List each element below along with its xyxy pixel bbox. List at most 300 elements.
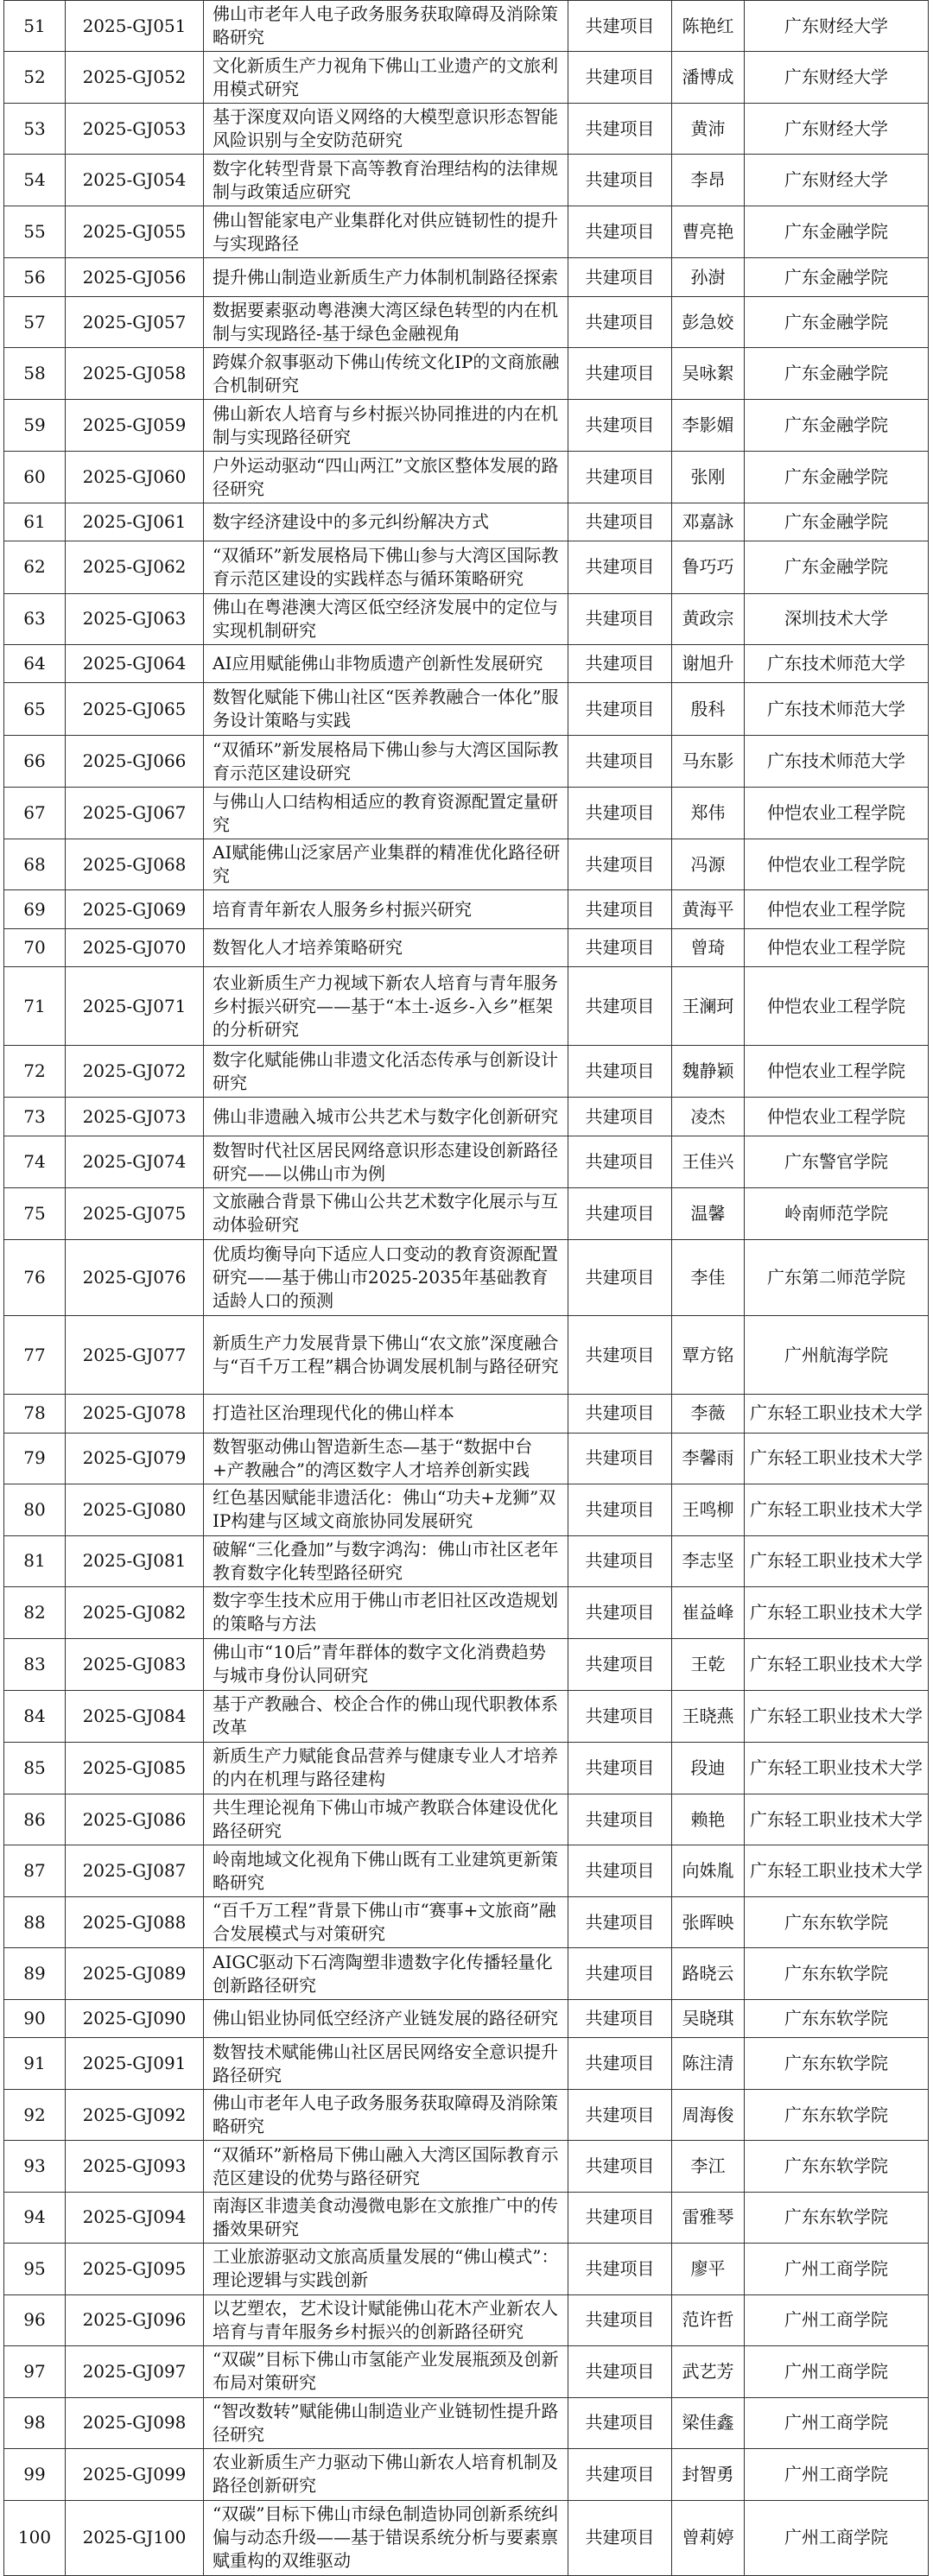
- project-type: 共建项目: [568, 2089, 672, 2140]
- project-title: “双循环”新发展格局下佛山参与大湾区国际教育示范区建设研究: [204, 735, 568, 788]
- project-type: 共建项目: [568, 967, 672, 1046]
- project-title: 破解“三化叠加”与数字鸿沟：佛山市社区老年教育数字化转型路径研究: [204, 1535, 568, 1586]
- project-title: 培育青年新农人服务乡村振兴研究: [204, 890, 568, 928]
- project-title: 数字孪生技术应用于佛山市老旧社区改造规划的策略与方法: [204, 1587, 568, 1638]
- project-type: 共建项目: [568, 1045, 672, 1098]
- project-institution: 广东轻工职业技术大学: [745, 1845, 929, 1896]
- table-row: [4, 735, 929, 788]
- project-institution: 广东轻工职业技术大学: [745, 1794, 929, 1845]
- project-title: AI赋能佛山泛家居产业集群的精准优化路径研究: [204, 839, 568, 889]
- project-title: 新质生产力发展背景下佛山“农文旅”深度融合与“百千万工程”耦合协调发展机制与路径研究: [204, 1316, 568, 1395]
- project-title: 数据要素驱动粤港澳大湾区绿色转型的内在机制与实现路径-基于绿色金融视角: [204, 296, 568, 347]
- table-row: [4, 2449, 929, 2500]
- project-institution: 广东轻工职业技术大学: [745, 1691, 929, 1742]
- row-number: 96: [4, 2294, 66, 2345]
- project-institution: 广州工商学院: [745, 2294, 929, 2345]
- project-type: 共建项目: [568, 2500, 672, 2575]
- project-type: 共建项目: [568, 1395, 672, 1433]
- row-number: 89: [4, 1948, 66, 1999]
- table-row: [4, 2294, 929, 2345]
- project-leader: 李江: [672, 2141, 745, 2192]
- project-code: 2025-GJ053: [66, 103, 204, 154]
- project-code: 2025-GJ079: [66, 1433, 204, 1484]
- project-type: 共建项目: [568, 1587, 672, 1638]
- project-title: “智改数转”赋能佛山制造业产业链韧性提升路径研究: [204, 2397, 568, 2448]
- row-number: 86: [4, 1794, 66, 1845]
- table-row: [4, 2500, 929, 2575]
- project-code: 2025-GJ078: [66, 1395, 204, 1433]
- project-code: 2025-GJ094: [66, 2192, 204, 2243]
- project-leader: 王晓燕: [672, 1691, 745, 1742]
- project-type: 共建项目: [568, 541, 672, 594]
- row-number: 52: [4, 52, 66, 103]
- project-code: 2025-GJ065: [66, 683, 204, 736]
- project-type: 共建项目: [568, 1484, 672, 1535]
- project-code: 2025-GJ095: [66, 2244, 204, 2294]
- row-number: 84: [4, 1691, 66, 1742]
- project-table: [3, 0, 929, 2576]
- project-institution: 广东轻工职业技术大学: [745, 1484, 929, 1535]
- project-leader: 曾莉婷: [672, 2500, 745, 2575]
- row-number: 90: [4, 1999, 66, 2037]
- project-institution: 广东警官学院: [745, 1136, 929, 1188]
- row-number: 72: [4, 1045, 66, 1098]
- project-code: 2025-GJ074: [66, 1136, 204, 1188]
- project-title: 数字化转型背景下高等教育治理结构的法律规制与政策适应研究: [204, 155, 568, 206]
- project-code: 2025-GJ087: [66, 1845, 204, 1896]
- project-type: 共建项目: [568, 1188, 672, 1239]
- row-number: 51: [4, 1, 66, 52]
- project-institution: 广东金融学院: [745, 399, 929, 452]
- project-type: 共建项目: [568, 2346, 672, 2397]
- project-title: “双碳”目标下佛山市绿色制造协同创新系统纠偏与动态升级——基于错误系统分析与要素禀赋重构的双维驱动: [204, 2500, 568, 2575]
- project-institution: 广东东软学院: [745, 1948, 929, 1999]
- table-row: [4, 839, 929, 889]
- row-number: 94: [4, 2192, 66, 2243]
- row-number: 82: [4, 1587, 66, 1638]
- project-institution: 广东东软学院: [745, 1999, 929, 2037]
- project-type: 共建项目: [568, 1999, 672, 2037]
- project-title: 农业新质生产力驱动下佛山新农人培育机制及路径创新研究: [204, 2449, 568, 2500]
- project-type: 共建项目: [568, 645, 672, 683]
- row-number: 85: [4, 1742, 66, 1794]
- project-institution: 岭南师范学院: [745, 1188, 929, 1239]
- project-leader: 鲁巧巧: [672, 541, 745, 594]
- project-title: 数智化人才培养策略研究: [204, 928, 568, 966]
- row-number: 58: [4, 348, 66, 399]
- project-type: 共建项目: [568, 683, 672, 736]
- project-code: 2025-GJ088: [66, 1896, 204, 1947]
- project-type: 共建项目: [568, 839, 672, 889]
- project-type: 共建项目: [568, 258, 672, 296]
- project-leader: 陈艳红: [672, 1, 745, 52]
- project-code: 2025-GJ067: [66, 788, 204, 839]
- table-row: [4, 1239, 929, 1316]
- project-leader: 武艺芳: [672, 2346, 745, 2397]
- project-leader: 曹亮艳: [672, 206, 745, 258]
- row-number: 74: [4, 1136, 66, 1188]
- row-number: 80: [4, 1484, 66, 1535]
- project-institution: 仲恺农业工程学院: [745, 839, 929, 889]
- project-leader: 向姝胤: [672, 1845, 745, 1896]
- project-type: 共建项目: [568, 1691, 672, 1742]
- project-title: 佛山市老年人电子政务服务获取障碍及消除策略研究: [204, 1, 568, 52]
- project-institution: 广东东软学院: [745, 2089, 929, 2140]
- project-leader: 马东影: [672, 735, 745, 788]
- table-row: [4, 1433, 929, 1484]
- row-number: 75: [4, 1188, 66, 1239]
- project-institution: 仲恺农业工程学院: [745, 928, 929, 966]
- project-institution: 广东轻工职业技术大学: [745, 1433, 929, 1484]
- project-leader: 温馨: [672, 1188, 745, 1239]
- project-title: 与佛山人口结构相适应的教育资源配置定量研究: [204, 788, 568, 839]
- project-table-body: [4, 1, 929, 2576]
- project-leader: 张刚: [672, 452, 745, 503]
- row-number: 73: [4, 1098, 66, 1136]
- project-leader: 吴晓琪: [672, 1999, 745, 2037]
- row-number: 77: [4, 1316, 66, 1395]
- project-leader: 李志坚: [672, 1535, 745, 1586]
- project-leader: 王澜珂: [672, 967, 745, 1046]
- project-institution: 广东金融学院: [745, 503, 929, 541]
- project-type: 共建项目: [568, 1794, 672, 1845]
- project-type: 共建项目: [568, 103, 672, 154]
- table-row: [4, 52, 929, 103]
- project-title: 数字化赋能佛山非遗文化活态传承与创新设计研究: [204, 1045, 568, 1098]
- project-institution: 广州工商学院: [745, 2244, 929, 2294]
- row-number: 100: [4, 2500, 66, 2575]
- row-number: 63: [4, 593, 66, 644]
- table-row: [4, 206, 929, 258]
- project-type: 共建项目: [568, 1136, 672, 1188]
- project-code: 2025-GJ089: [66, 1948, 204, 1999]
- row-number: 60: [4, 452, 66, 503]
- project-title: 农业新质生产力视域下新农人培育与青年服务乡村振兴研究——基于“本土-返乡-入乡”框架的分析研究: [204, 967, 568, 1046]
- row-number: 93: [4, 2141, 66, 2192]
- row-number: 67: [4, 788, 66, 839]
- project-code: 2025-GJ072: [66, 1045, 204, 1098]
- project-institution: 广东东软学院: [745, 2141, 929, 2192]
- row-number: 59: [4, 399, 66, 452]
- table-row: [4, 2244, 929, 2294]
- project-title: 佛山在粤港澳大湾区低空经济发展中的定位与实现机制研究: [204, 593, 568, 644]
- row-number: 99: [4, 2449, 66, 2500]
- project-institution: 广东轻工职业技术大学: [745, 1395, 929, 1433]
- project-type: 共建项目: [568, 2397, 672, 2448]
- project-code: 2025-GJ059: [66, 399, 204, 452]
- project-type: 共建项目: [568, 735, 672, 788]
- project-code: 2025-GJ063: [66, 593, 204, 644]
- project-title: 工业旅游驱动文旅高质量发展的“佛山模式”：理论逻辑与实践创新: [204, 2244, 568, 2294]
- project-title: 优质均衡导向下适应人口变动的教育资源配置研究——基于佛山市2025-2035年基础教育适龄人口的预测: [204, 1239, 568, 1316]
- project-type: 共建项目: [568, 399, 672, 452]
- row-number: 64: [4, 645, 66, 683]
- table-row: [4, 155, 929, 206]
- table-row: [4, 1948, 929, 1999]
- row-number: 53: [4, 103, 66, 154]
- project-title: 共生理论视角下佛山市城产教联合体建设优化路径研究: [204, 1794, 568, 1845]
- table-row: [4, 683, 929, 736]
- project-leader: 黄沛: [672, 103, 745, 154]
- project-type: 共建项目: [568, 593, 672, 644]
- project-institution: 仲恺农业工程学院: [745, 1045, 929, 1098]
- project-title: 文化新质生产力视角下佛山工业遗产的文旅利用模式研究: [204, 52, 568, 103]
- project-title: AI应用赋能佛山非物质遗产创新性发展研究: [204, 645, 568, 683]
- project-leader: 李佳: [672, 1239, 745, 1316]
- project-title: 提升佛山制造业新质生产力体制机制路径探索: [204, 258, 568, 296]
- project-leader: 陈注清: [672, 2038, 745, 2089]
- project-code: 2025-GJ052: [66, 52, 204, 103]
- row-number: 88: [4, 1896, 66, 1947]
- row-number: 81: [4, 1535, 66, 1586]
- table-row: [4, 1742, 929, 1794]
- row-number: 78: [4, 1395, 66, 1433]
- project-type: 共建项目: [568, 1239, 672, 1316]
- table-row: [4, 593, 929, 644]
- project-institution: 广东轻工职业技术大学: [745, 1638, 929, 1691]
- row-number: 66: [4, 735, 66, 788]
- row-number: 83: [4, 1638, 66, 1691]
- project-code: 2025-GJ099: [66, 2449, 204, 2500]
- project-type: 共建项目: [568, 1845, 672, 1896]
- project-leader: 赖艳: [672, 1794, 745, 1845]
- project-title: AIGC驱动下石湾陶塑非遗数字化传播轻量化创新路径研究: [204, 1948, 568, 1999]
- project-code: 2025-GJ058: [66, 348, 204, 399]
- project-leader: 凌杰: [672, 1098, 745, 1136]
- table-row: [4, 967, 929, 1046]
- project-leader: 王鸣柳: [672, 1484, 745, 1535]
- project-institution: 广东轻工职业技术大学: [745, 1742, 929, 1794]
- project-code: 2025-GJ070: [66, 928, 204, 966]
- row-number: 61: [4, 503, 66, 541]
- project-title: 文旅融合背景下佛山公共艺术数字化展示与互动体验研究: [204, 1188, 568, 1239]
- project-code: 2025-GJ057: [66, 296, 204, 347]
- project-code: 2025-GJ060: [66, 452, 204, 503]
- project-code: 2025-GJ098: [66, 2397, 204, 2448]
- project-type: 共建项目: [568, 928, 672, 966]
- project-institution: 广东金融学院: [745, 206, 929, 258]
- row-number: 69: [4, 890, 66, 928]
- project-type: 共建项目: [568, 1638, 672, 1691]
- table-row: [4, 348, 929, 399]
- project-leader: 李薇: [672, 1395, 745, 1433]
- project-institution: 广东第二师范学院: [745, 1239, 929, 1316]
- project-type: 共建项目: [568, 2192, 672, 2243]
- project-title: 佛山市老年人电子政务服务获取障碍及消除策略研究: [204, 2089, 568, 2140]
- project-institution: 广东财经大学: [745, 52, 929, 103]
- project-title: 以艺塑农，艺术设计赋能佛山花木产业新农人培育与青年服务乡村振兴的创新路径研究: [204, 2294, 568, 2345]
- project-institution: 广州工商学院: [745, 2500, 929, 2575]
- project-leader: 廖平: [672, 2244, 745, 2294]
- project-type: 共建项目: [568, 1433, 672, 1484]
- project-leader: 郑伟: [672, 788, 745, 839]
- project-title: 数智技术赋能佛山社区居民网络安全意识提升路径研究: [204, 2038, 568, 2089]
- table-row: [4, 2141, 929, 2192]
- row-number: 92: [4, 2089, 66, 2140]
- project-title: 基于产教融合、校企合作的佛山现代职教体系改革: [204, 1691, 568, 1742]
- project-leader: 王乾: [672, 1638, 745, 1691]
- project-institution: 广州工商学院: [745, 2397, 929, 2448]
- project-code: 2025-GJ061: [66, 503, 204, 541]
- project-title: 户外运动驱动“四山两江”文旅区整体发展的路径研究: [204, 452, 568, 503]
- table-row: [4, 1316, 929, 1395]
- project-title: 基于深度双向语义网络的大模型意识形态智能风险识别与全安防范研究: [204, 103, 568, 154]
- project-title: 数智时代社区居民网络意识形态建设创新路径研究——以佛山市为例: [204, 1136, 568, 1188]
- table-row: [4, 1535, 929, 1586]
- project-leader: 周海俊: [672, 2089, 745, 2140]
- project-title: 佛山铝业协同低空经济产业链发展的路径研究: [204, 1999, 568, 2037]
- project-leader: 魏静颖: [672, 1045, 745, 1098]
- row-number: 98: [4, 2397, 66, 2448]
- table-row: [4, 890, 929, 928]
- project-leader: 黄海平: [672, 890, 745, 928]
- project-code: 2025-GJ069: [66, 890, 204, 928]
- project-code: 2025-GJ077: [66, 1316, 204, 1395]
- project-title: 佛山市“10后”青年群体的数字文化消费趋势与城市身份认同研究: [204, 1638, 568, 1691]
- project-code: 2025-GJ062: [66, 541, 204, 594]
- project-code: 2025-GJ096: [66, 2294, 204, 2345]
- project-leader: 孙澍: [672, 258, 745, 296]
- table-row: [4, 1136, 929, 1188]
- project-leader: 王佳兴: [672, 1136, 745, 1188]
- project-code: 2025-GJ086: [66, 1794, 204, 1845]
- project-type: 共建项目: [568, 503, 672, 541]
- row-number: 79: [4, 1433, 66, 1484]
- project-leader: 潘博成: [672, 52, 745, 103]
- project-code: 2025-GJ097: [66, 2346, 204, 2397]
- project-code: 2025-GJ093: [66, 2141, 204, 2192]
- table-row: [4, 1638, 929, 1691]
- project-leader: 邓嘉詠: [672, 503, 745, 541]
- project-code: 2025-GJ083: [66, 1638, 204, 1691]
- project-title: 南海区非遗美食动漫微电影在文旅推广中的传播效果研究: [204, 2192, 568, 2243]
- project-leader: 彭急姣: [672, 296, 745, 347]
- table-row: [4, 452, 929, 503]
- project-institution: 广东技术师范大学: [745, 735, 929, 788]
- project-institution: 广东技术师范大学: [745, 645, 929, 683]
- project-code: 2025-GJ071: [66, 967, 204, 1046]
- row-number: 55: [4, 206, 66, 258]
- project-title: 跨媒介叙事驱动下佛山传统文化IP的文商旅融合机制研究: [204, 348, 568, 399]
- project-institution: 广东金融学院: [745, 348, 929, 399]
- table-row: [4, 1045, 929, 1098]
- row-number: 91: [4, 2038, 66, 2089]
- row-number: 87: [4, 1845, 66, 1896]
- table-row: [4, 2089, 929, 2140]
- table-row: [4, 2038, 929, 2089]
- project-leader: 曾琦: [672, 928, 745, 966]
- project-leader: 冯源: [672, 839, 745, 889]
- row-number: 71: [4, 967, 66, 1046]
- project-code: 2025-GJ100: [66, 2500, 204, 2575]
- project-institution: 广东财经大学: [745, 155, 929, 206]
- project-type: 共建项目: [568, 1535, 672, 1586]
- table-row: [4, 1794, 929, 1845]
- project-type: 共建项目: [568, 2141, 672, 2192]
- table-row: [4, 399, 929, 452]
- table-row: [4, 1188, 929, 1239]
- project-type: 共建项目: [568, 890, 672, 928]
- project-type: 共建项目: [568, 1896, 672, 1947]
- project-institution: 广东财经大学: [745, 1, 929, 52]
- project-type: 共建项目: [568, 2449, 672, 2500]
- project-code: 2025-GJ080: [66, 1484, 204, 1535]
- project-type: 共建项目: [568, 348, 672, 399]
- project-type: 共建项目: [568, 2294, 672, 2345]
- project-title: “双循环”新发展格局下佛山参与大湾区国际教育示范区建设的实践样态与循环策略研究: [204, 541, 568, 594]
- project-title: “双碳”目标下佛山市氢能产业发展瓶颈及创新布局对策研究: [204, 2346, 568, 2397]
- project-type: 共建项目: [568, 206, 672, 258]
- project-leader: 崔益峰: [672, 1587, 745, 1638]
- table-row: [4, 1691, 929, 1742]
- project-institution: 广东金融学院: [745, 541, 929, 594]
- project-title: 岭南地域文化视角下佛山既有工业建筑更新策略研究: [204, 1845, 568, 1896]
- project-institution: 深圳技术大学: [745, 593, 929, 644]
- project-type: 共建项目: [568, 155, 672, 206]
- project-code: 2025-GJ081: [66, 1535, 204, 1586]
- table-row: [4, 1098, 929, 1136]
- project-institution: 仲恺农业工程学院: [745, 1098, 929, 1136]
- project-code: 2025-GJ076: [66, 1239, 204, 1316]
- row-number: 54: [4, 155, 66, 206]
- project-leader: 谢旭升: [672, 645, 745, 683]
- table-row: [4, 645, 929, 683]
- table-row: [4, 103, 929, 154]
- project-title: 打造社区治理现代化的佛山样本: [204, 1395, 568, 1433]
- project-code: 2025-GJ064: [66, 645, 204, 683]
- table-row: [4, 541, 929, 594]
- project-code: 2025-GJ090: [66, 1999, 204, 2037]
- table-row: [4, 2192, 929, 2243]
- table-row: [4, 258, 929, 296]
- project-institution: 广州工商学院: [745, 2449, 929, 2500]
- project-code: 2025-GJ051: [66, 1, 204, 52]
- project-leader: 李影媚: [672, 399, 745, 452]
- project-institution: 广东东软学院: [745, 2038, 929, 2089]
- project-code: 2025-GJ054: [66, 155, 204, 206]
- table-row: [4, 296, 929, 347]
- table-row: [4, 2346, 929, 2397]
- row-number: 56: [4, 258, 66, 296]
- project-code: 2025-GJ084: [66, 1691, 204, 1742]
- project-leader: 范许哲: [672, 2294, 745, 2345]
- row-number: 62: [4, 541, 66, 594]
- project-code: 2025-GJ073: [66, 1098, 204, 1136]
- table-row: [4, 1896, 929, 1947]
- table-row: [4, 1484, 929, 1535]
- project-institution: 广州航海学院: [745, 1316, 929, 1395]
- project-type: 共建项目: [568, 296, 672, 347]
- project-type: 共建项目: [568, 2244, 672, 2294]
- project-institution: 广州工商学院: [745, 2346, 929, 2397]
- project-title: 数智化赋能下佛山社区“医养教融合一体化”服务设计策略与实践: [204, 683, 568, 736]
- project-institution: 仲恺农业工程学院: [745, 890, 929, 928]
- project-code: 2025-GJ085: [66, 1742, 204, 1794]
- project-title: 佛山智能家电产业集群化对供应链韧性的提升与实现路径: [204, 206, 568, 258]
- project-leader: 李昂: [672, 155, 745, 206]
- table-row: [4, 928, 929, 966]
- project-institution: 广东技术师范大学: [745, 683, 929, 736]
- row-number: 97: [4, 2346, 66, 2397]
- project-type: 共建项目: [568, 788, 672, 839]
- project-title: 数智驱动佛山智造新生态—基于“数据中台+产教融合”的湾区数字人才培养创新实践: [204, 1433, 568, 1484]
- project-leader: 路晓云: [672, 1948, 745, 1999]
- project-institution: 广东东软学院: [745, 2192, 929, 2243]
- project-title: “双循环”新格局下佛山融入大湾区国际教育示范区建设的优势与路径研究: [204, 2141, 568, 2192]
- project-type: 共建项目: [568, 52, 672, 103]
- project-title: 佛山新农人培育与乡村振兴协同推进的内在机制与实现路径研究: [204, 399, 568, 452]
- table-row: [4, 503, 929, 541]
